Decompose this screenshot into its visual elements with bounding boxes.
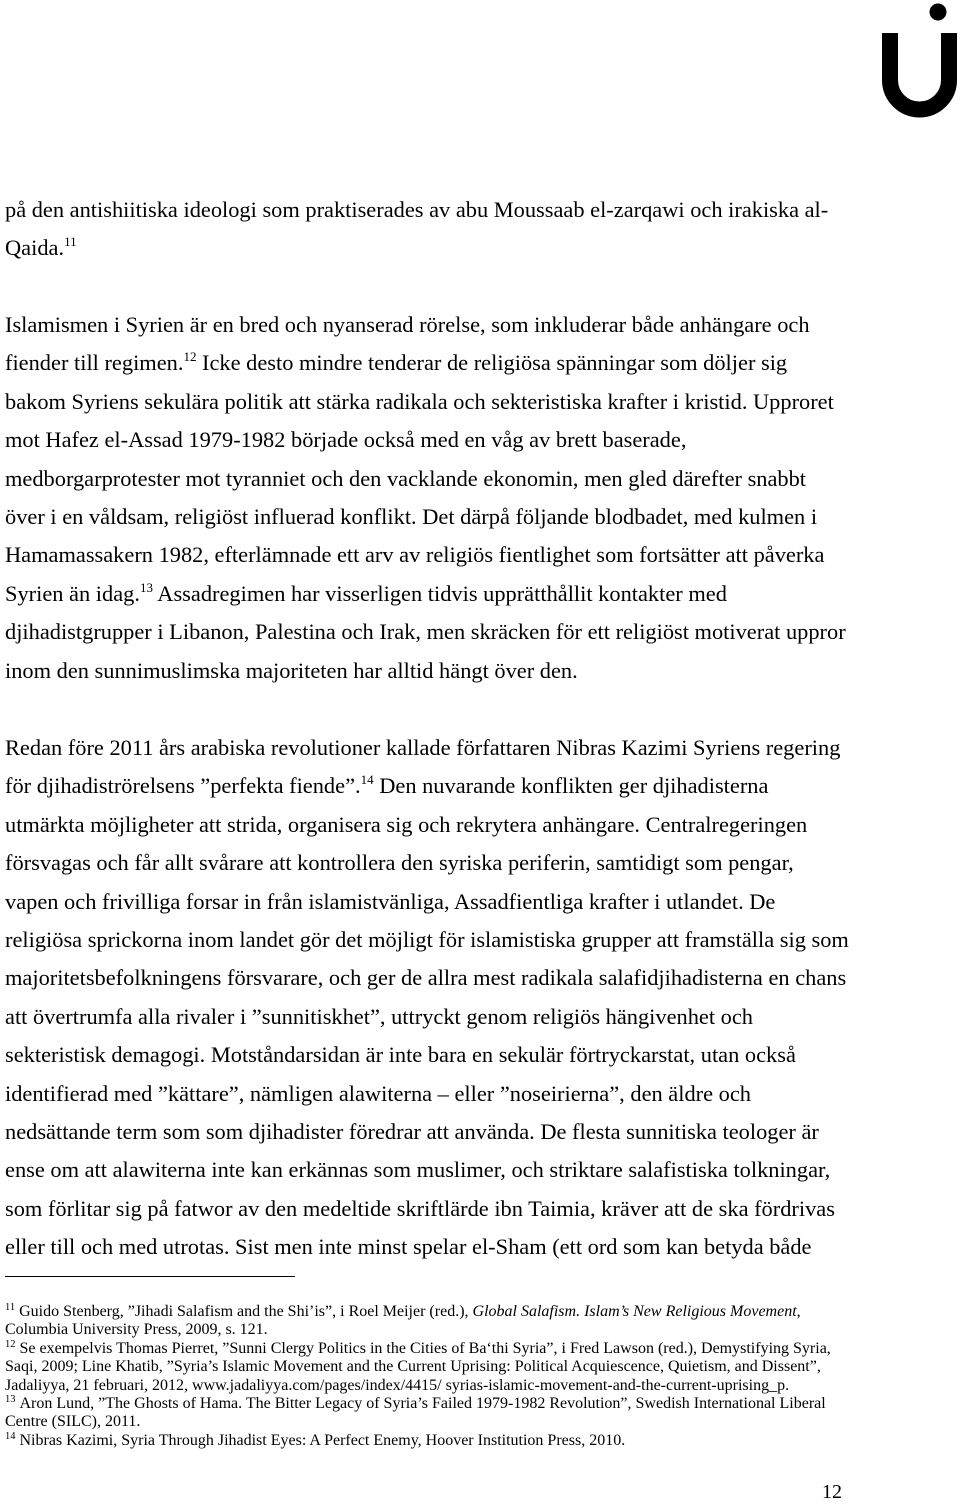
text-segment: för djihadiströrelsens ”perfekta fiende”.	[5, 773, 361, 799]
text-segment: Den nuvarande konflikten ger djihadisterna	[373, 773, 769, 799]
text-line: över i en våldsam, religiöst influerad konflikt. Det därpå följande blodbadet, med kulmen i	[5, 503, 818, 529]
footnote-book-title: Global Salafism. Islam’s New Religious Movement	[472, 1303, 797, 1320]
logo-dot	[930, 4, 947, 21]
text-line: identifierad med ”kättare”, nämligen alawiterna – eller ”noseirierna”, den äldre och	[5, 1080, 751, 1106]
text-line: ense om att alawiterna inte kan erkännas som muslimer, och striktare salafistiska tolkningar,	[5, 1157, 831, 1183]
university-logo	[870, 0, 960, 125]
footnote-reference: 11	[64, 234, 77, 250]
text-line: bakom Syriens sekulära politik att stärka radikala och sekteristiska krafter i kristid. Upproret	[5, 388, 834, 414]
footnote-line	[5, 1303, 831, 1321]
footnote-text: Se exempelvis Thomas Pierret, ”Sunni Clergy Politics in the Cities of Ba‘thi Syria”, i Fred Lawson (red.), Demystifying Syria,	[19, 1339, 831, 1357]
footnote-number: 11	[5, 1302, 16, 1313]
text-line	[5, 229, 828, 267]
text-line: sekteristisk demagogi. Motståndarsidan är inte bara en sekulär förtryckarstat, utan också	[5, 1042, 796, 1068]
text-line: nedsättande term som som djihadister föredrar att använda. De flesta sunnitiska teologer är	[5, 1118, 819, 1144]
text-segment: Assadregimen har visserligen tidvis upprätthållit kontakter med	[152, 580, 727, 606]
text-line: försvagas och får allt svårare att kontrollera den syriska periferin, samtidigt som pengar,	[5, 850, 794, 876]
text-line: mot Hafez el-Assad 1979-1982 började också med en våg av brett baserade,	[5, 427, 687, 453]
footnote-text: ,	[796, 1303, 801, 1320]
footnote-reference: 13	[139, 579, 153, 595]
text-line: Hamamassakern 1982, efterlämnade ett arv av religiös fientlighet som fortsätter att påverka	[5, 542, 825, 568]
footnote-number: 14	[5, 1430, 16, 1442]
text-line: religiösa sprickorna inom landet gör det möjligt för islamistiska grupper att framställa sig som	[5, 926, 849, 952]
footnote-text: Aron Lund, ”The Ghosts of Hama. The Bitter Legacy of Syria’s Failed 1979-1982 Revolution”, Swedish International Liberal	[19, 1394, 826, 1412]
text-line: att övertrumfa alla rivaler i ”sunnitiskhet”, uttryckt genom religiös hängivenhet och	[5, 1003, 753, 1029]
footnote-line	[5, 1340, 831, 1358]
paragraph	[5, 191, 828, 268]
footnote-reference: 14	[360, 772, 374, 788]
text-segment: Syrien än idag.	[5, 580, 140, 606]
footnote	[5, 1303, 831, 1340]
footnote	[5, 1395, 831, 1432]
footnote-line: Columbia University Press, 2009, s. 121.	[5, 1321, 268, 1339]
footnote-line: Saqi, 2009; Line Khatib, ”Syria’s Islamic Movement and the Current Uprising: Political Acquiescence, Quietism, and Dissent”,	[5, 1358, 821, 1376]
text-line: medborgarprotester mot tyranniet och den vacklande ekonomin, men gled därefter snabbt	[5, 465, 807, 491]
text-segment: Qaida.	[5, 235, 65, 261]
footnote-number: 13	[5, 1393, 16, 1405]
text-line: som förlitar sig på fatwor av den medeltide skriftlärde ibn Taimia, kräver att de ska fördrivas	[5, 1195, 835, 1221]
footnote-text: Nibras Kazimi, Syria Through Jihadist Eyes: A Perfect Enemy, Hoover Institution Press, 2010.	[19, 1431, 626, 1449]
footnote-line	[5, 1432, 831, 1450]
text-line: inom den sunnimuslimska majoriteten har alltid hängt över den.	[5, 657, 578, 683]
text-segment: Icke desto mindre tenderar de religiösa spänningar som döljer sig	[196, 350, 788, 376]
text-line: Islamismen i Syrien är en bred och nyanserad rörelse, som inkluderar både anhängare och	[5, 312, 810, 337]
text-line: Redan före 2011 års arabiska revolutioner kallade författaren Nibras Kazimi Syriens regering	[5, 735, 841, 760]
text-line	[5, 767, 849, 805]
text-line: vapen och frivilliga forsar in från islamistvänliga, Assadfientliga krafter i utlandet. De	[5, 888, 776, 914]
text-line: på den antishiitiska ideologi som praktiserades av abu Moussaab el-zarqawi och irakiska al-	[5, 197, 829, 222]
footnote-reference: 12	[183, 349, 197, 365]
logo-letter-u	[890, 33, 949, 110]
paragraph	[5, 729, 849, 1266]
text-line: utmärkta möjligheter att strida, organisera sig och rekrytera anhängare. Centralregeringen	[5, 811, 808, 837]
text-line: djihadistgrupper i Libanon, Palestina och Irak, men skräcken för ett religiöst motiverat uppror	[5, 619, 846, 645]
text-line: eller till och med utrotas. Sist men inte minst spelar el-Sham (ett ord som kan betyda både	[5, 1234, 812, 1260]
footnotes	[5, 1303, 831, 1450]
footnote-line: Centre (SILC), 2011.	[5, 1413, 141, 1431]
footnote-text: Guido Stenberg, ”Jihadi Salafism and the Shi’is”, i Roel Meijer (red.),	[19, 1303, 473, 1320]
footnote	[5, 1340, 831, 1395]
footnote-number: 12	[5, 1338, 16, 1350]
text-segment: fiender till regimen.	[5, 350, 184, 376]
footnote-separator	[5, 1276, 295, 1277]
footnote-line	[5, 1395, 831, 1413]
footnote-line: Jadaliyya, 21 februari, 2012, www.jadaliyya.com/pages/index/4415/ syrias-islamic-movement-and-the-current-uprising_p.	[5, 1376, 790, 1394]
text-line	[5, 575, 846, 613]
text-line	[5, 344, 846, 382]
page-number: 12	[822, 1481, 842, 1503]
text-line: majoritetsbefolkningens försvarare, och ger de allra mest radikala salafidjihadisterna en chans	[5, 965, 847, 991]
paragraph	[5, 306, 846, 690]
footnote	[5, 1432, 831, 1450]
